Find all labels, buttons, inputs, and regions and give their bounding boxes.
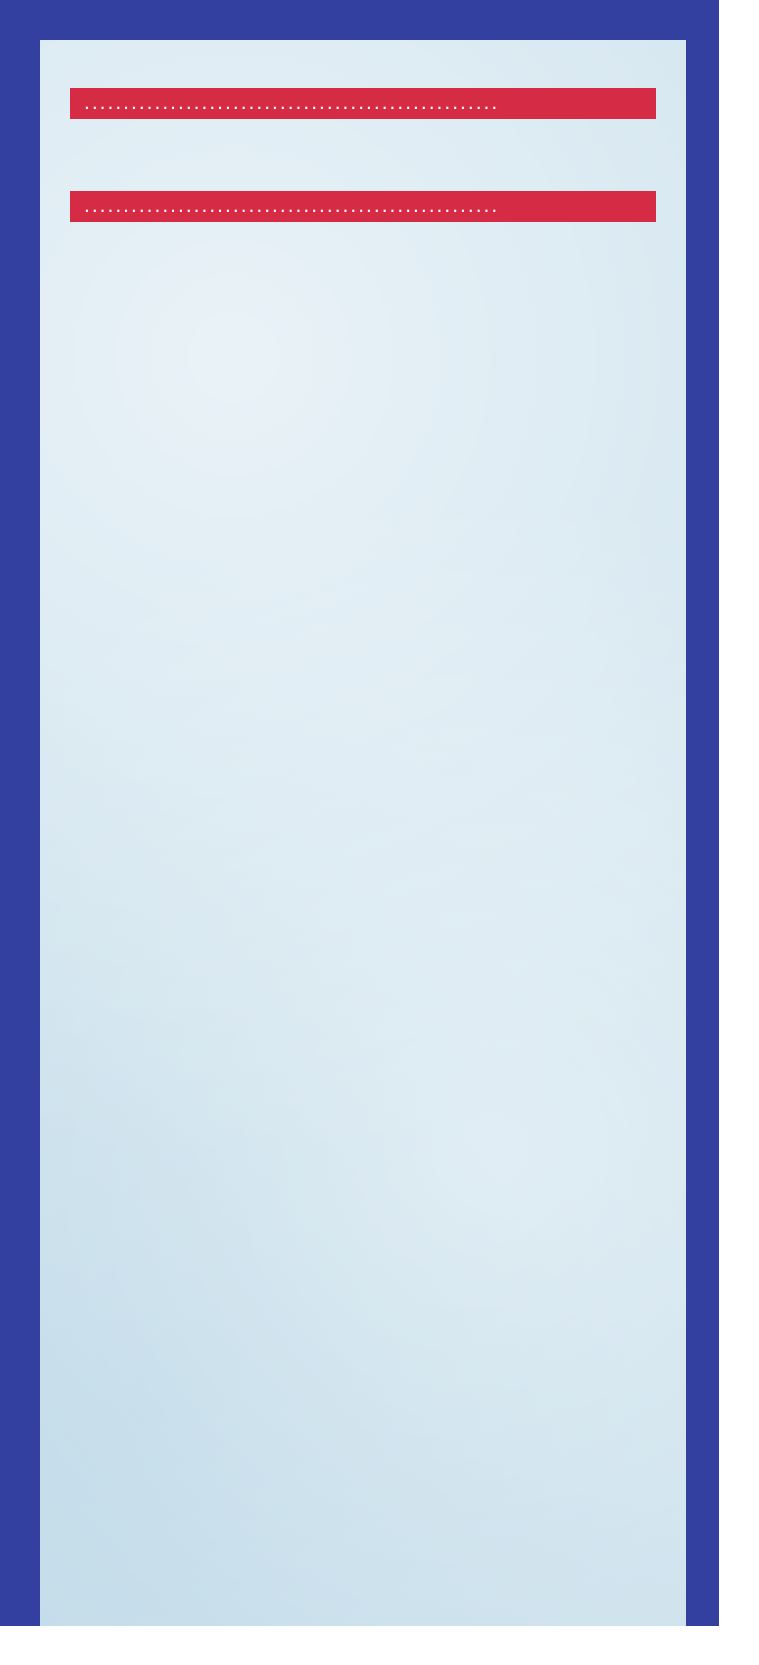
greek-specialties-title [44, 38, 656, 88]
menu-panel [40, 40, 686, 1626]
plain-column-header [514, 171, 584, 191]
menu-item-chrispy-chicken [80, 193, 646, 218]
menu-item-aegea-gyro [80, 90, 646, 115]
angus-burgers-title [44, 125, 656, 171]
aegea-gyro-box [70, 88, 656, 119]
deluxe-column-header [584, 171, 656, 191]
menu-content [44, 38, 656, 226]
chicken-sandwich-box [70, 191, 656, 222]
burger-column-headers [44, 171, 656, 191]
